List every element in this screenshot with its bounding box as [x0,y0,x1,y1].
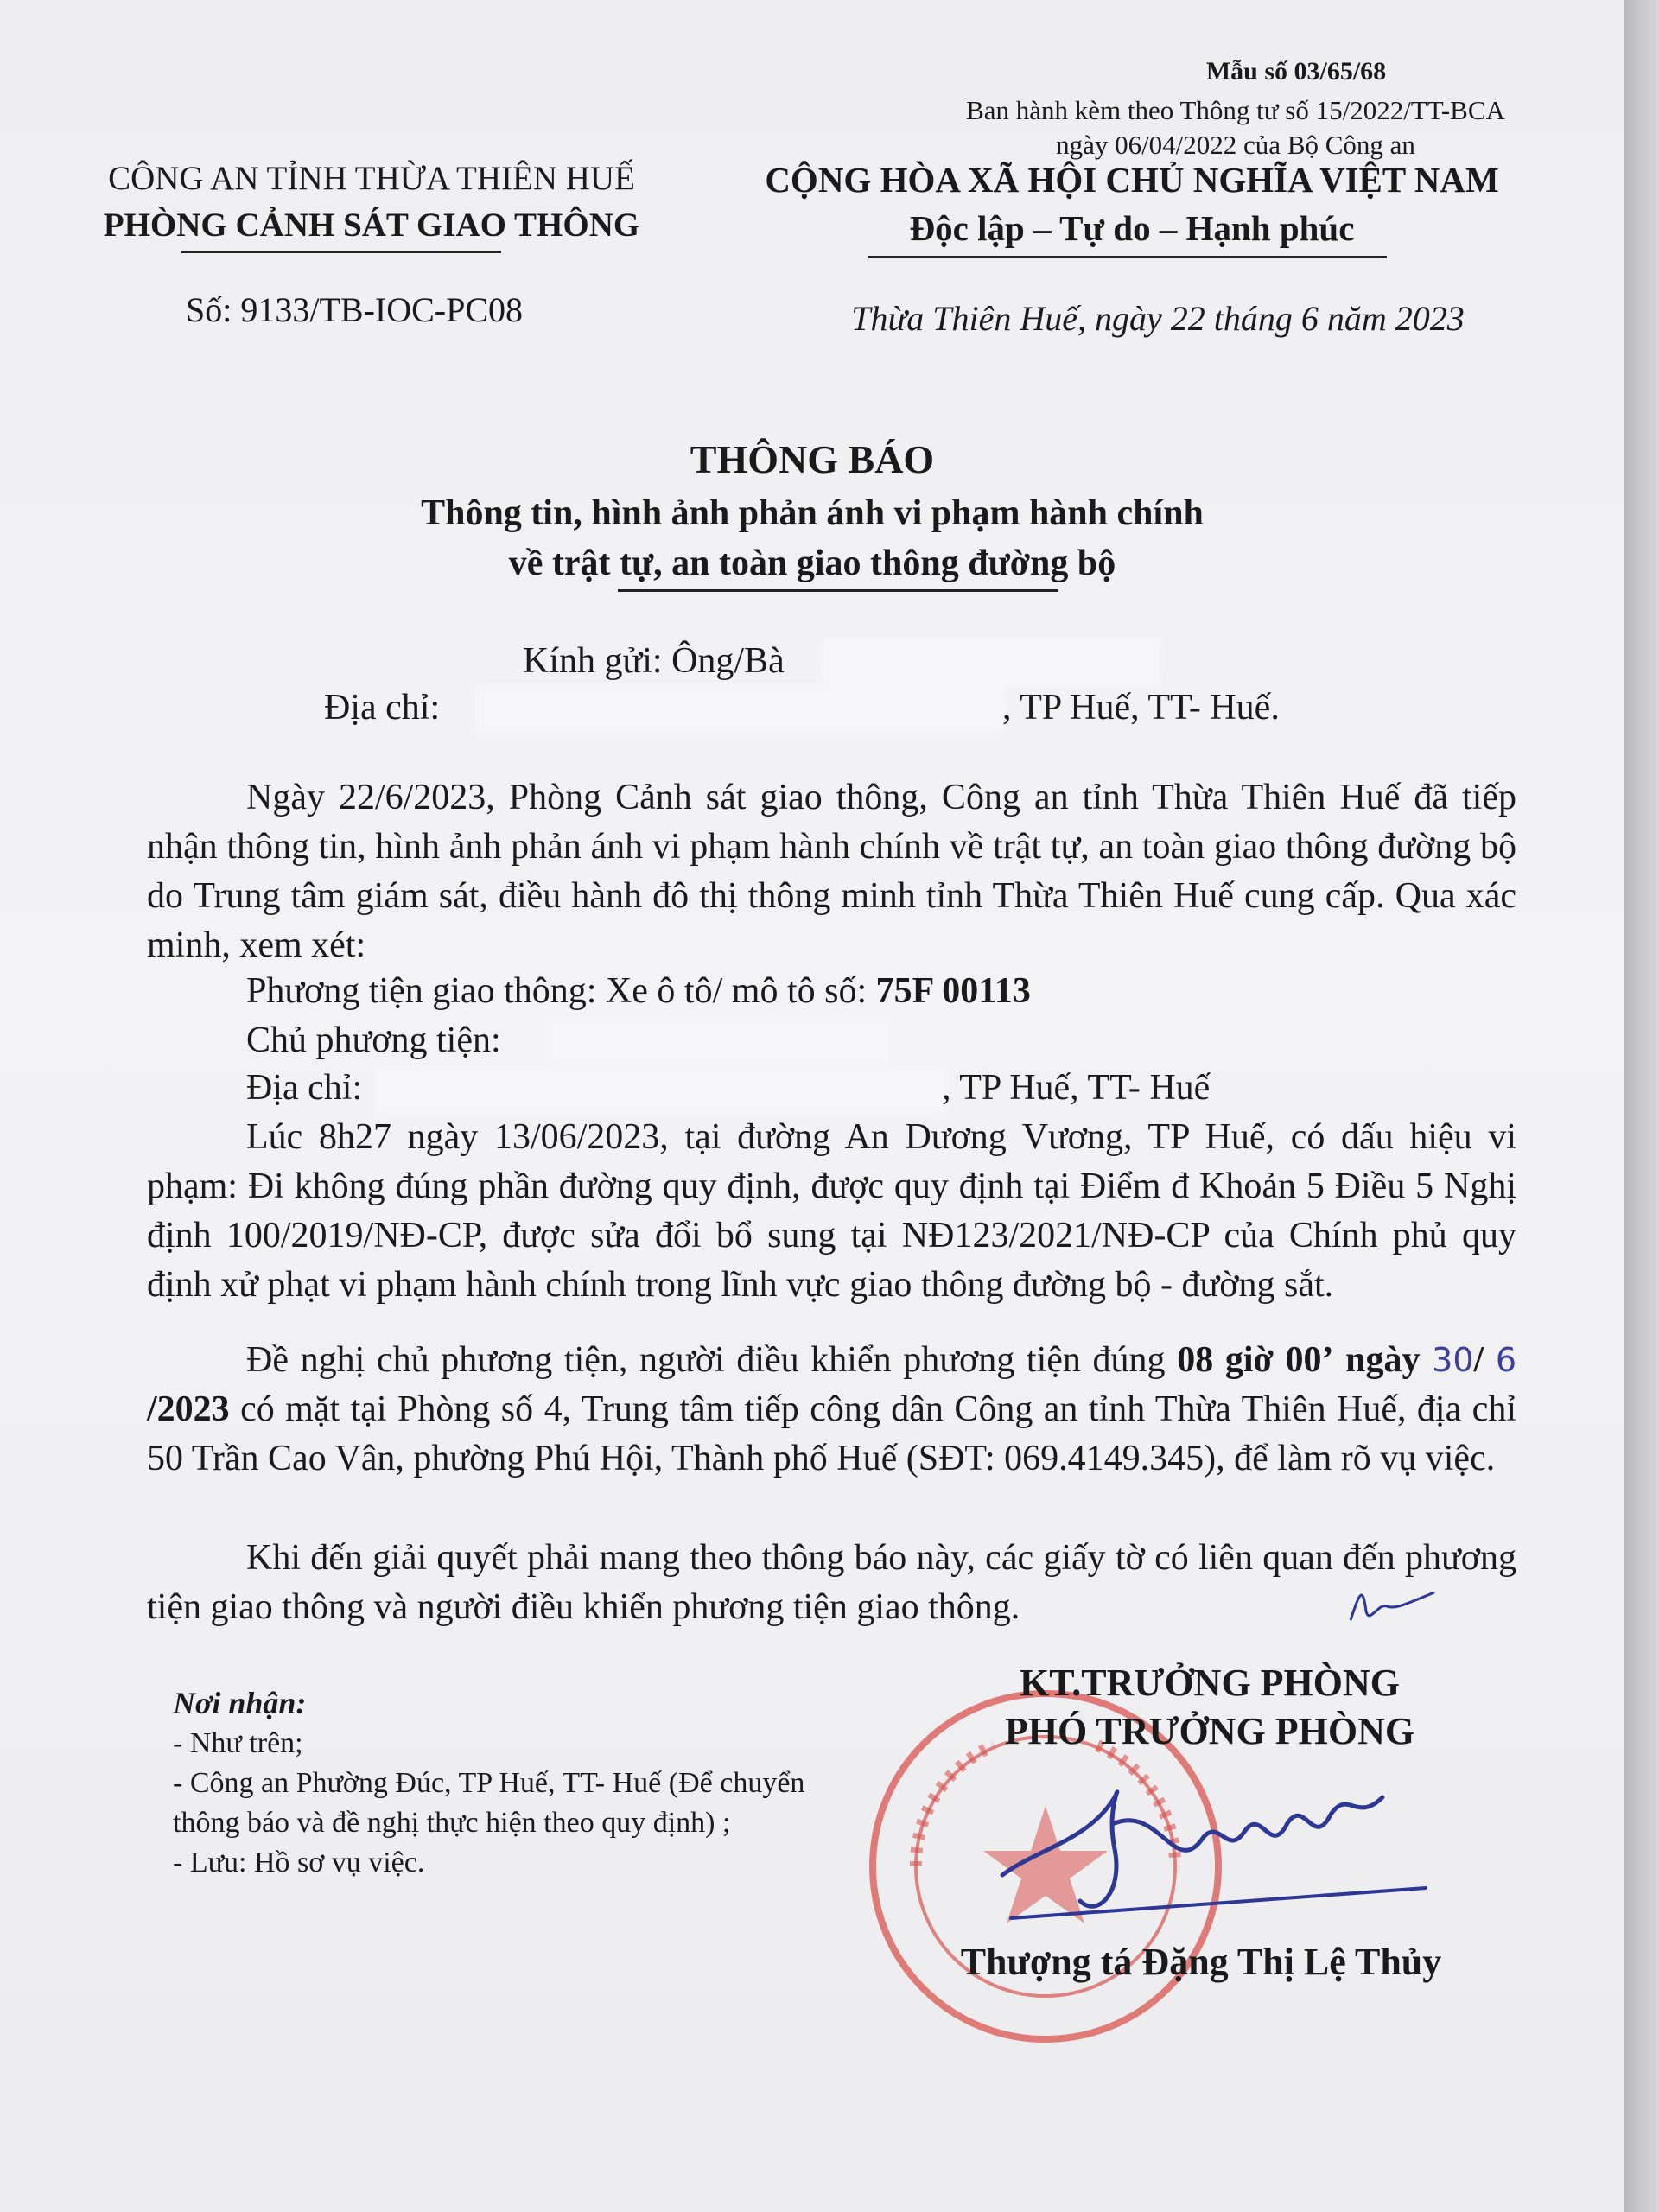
receiver-item: - Như trên; [173,1727,303,1759]
p3-time: 08 giờ 00’ [1177,1340,1334,1380]
nation-header [717,156,1547,252]
vehicle-plate: 75F 00113 [875,971,1031,1011]
p3-month-handwritten: 6 [1495,1341,1517,1379]
p3-ngay: ngày [1345,1340,1421,1380]
vehicle-line [246,968,1031,1014]
signature-title-line-1: KT.TRƯỞNG PHÒNG [1020,1662,1400,1704]
signer-name: Thượng tá Đặng Thị Lệ Thủy [960,1941,1442,1983]
issued-line-1: Ban hành kèm theo Thông tư số 15/2022/TT-BCA [966,95,1505,125]
agency-header [52,156,691,249]
p3-sep: / [1473,1340,1484,1380]
owner-label: Chủ phương tiện: [246,1020,501,1060]
agency-line-1: CÔNG AN TỈNH THỪA THIÊN HUẾ [108,160,635,197]
receiver-item: - Lưu: Hồ sơ vụ việc. [173,1847,425,1878]
agency-underline [181,251,501,253]
p3-text-a: Đề nghị chủ phương tiện, người điều khiển phương tiện đúng [246,1340,1178,1380]
nation-line-1: CỘNG HÒA XÃ HỘI CHỦ NGHĨA VIỆT NAM [765,160,1499,200]
nation-underline [868,256,1387,258]
document-number: Số: 9133/TB-IOC-PC08 [186,290,524,329]
redacted-owner-name [549,1020,886,1061]
handwritten-initial-mark [1344,1577,1439,1629]
owner-address-tail: , TP Huế, TT- Huế [942,1068,1211,1108]
form-issued-note [916,93,1555,162]
issued-line-2: ngày 06/04/2022 của Bộ Công an [1056,130,1415,160]
recipient-address-label: Địa chỉ: [324,688,441,728]
handwritten-signature [985,1771,1434,1927]
paragraph-1: Ngày 22/6/2023, Phòng Cảnh sát giao thông, Công an tỉnh Thừa Thiên Huế đã tiếp nhận thông tin, hình ảnh phản ánh vi phạm hành chính về trật tự, an toàn giao thông đường bộ do Trung tâm giám sát, điều hành đô thị thông minh tỉnh Thừa Thiên Huế cung cấp. Qua xác minh, xem xét: [147,778,1516,965]
recipient-address-tail: , TP Huế, TT- Huế. [1002,688,1280,728]
form-number: Mẫu số 03/65/68 [1205,57,1387,86]
signature-title [907,1659,1512,1756]
receivers-title: Nơi nhận: [173,1686,307,1720]
recipient-greeting: Kính gửi: Ông/Bà [523,641,785,681]
nation-line-2: Độc lập – Tự do – Hạnh phúc [909,208,1355,248]
redacted-recipient-name [825,641,1158,683]
document-subtitle [0,488,1624,588]
owner-address-label: Địa chỉ: [246,1068,363,1108]
redacted-owner-address [380,1068,942,1109]
signature-title-line-2: PHÓ TRƯỞNG PHÒNG [1004,1710,1415,1752]
place-date: Thừa Thiên Huế, ngày 22 tháng 6 năm 2023 [851,299,1465,338]
receiver-item: - Công an Phường Đúc, TP Huế, TT- Huế (Để chuyển thông báo và đề nghị thực hiện theo quy định) ; [173,1767,805,1839]
page-edge-shadow [1624,0,1659,2212]
p3-day-handwritten: 30 [1432,1341,1474,1379]
p3-year: /2023 [147,1389,230,1429]
p3-text-b: có mặt tại Phòng số 4, Trung tâm tiếp công dân Công an tỉnh Thừa Thiên Huế, địa chỉ 50 Trần Cao Vân, phường Phú Hội, Thành phố Huế (SĐT: 069.4149.345), để làm rõ vụ việc. [147,1389,1516,1478]
paragraph-3 [147,1336,1516,1484]
subtitle-line-2: về trật tự, an toàn giao thông đường bộ [508,543,1116,583]
vehicle-label: Phương tiện giao thông: Xe ô tô/ mô tô số: [246,971,876,1011]
agency-line-2: PHÒNG CẢNH SÁT GIAO THÔNG [103,207,640,244]
subtitle-line-1: Thông tin, hình ảnh phản ánh vi phạm hành chính [421,493,1204,533]
paragraph-4: Khi đến giải quyết phải mang theo thông báo này, các giấy tờ có liên quan đến phương tiện giao thông và người điều khiển phương tiện giao thông. [147,1538,1516,1627]
paragraph-2: Lúc 8h27 ngày 13/06/2023, tại đường An Dương Vương, TP Huế, có dấu hiệu vi phạm: Đi không đúng phần đường quy định, được quy định tại Điểm đ Khoản 5 Điều 5 Nghị định 100/2019/NĐ-CP, được sửa đổi bổ sung tại NĐ123/2021/NĐ-CP của Chính phủ quy định xử phạt vi phạm hành chính trong lĩnh vực giao thông đường bộ - đường sắt. [147,1117,1516,1305]
receivers-list [173,1724,830,1883]
document-title: THÔNG BÁO [690,437,935,481]
title-underline [618,589,1058,592]
redacted-recipient-address [480,688,1002,729]
